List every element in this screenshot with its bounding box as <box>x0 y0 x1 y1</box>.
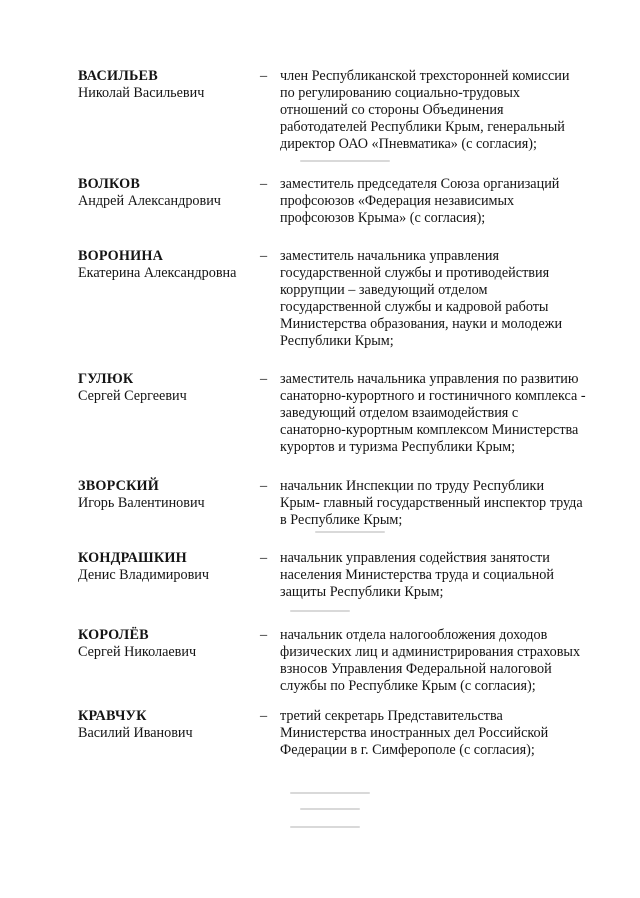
member-position-description <box>280 248 620 350</box>
member-surname: КОНДРАШКИН <box>78 550 187 566</box>
member-position-description <box>280 627 620 695</box>
member-name-block <box>78 708 268 742</box>
member-surname: КРАВЧУК <box>78 708 147 724</box>
description-line: санаторно-курортным комплексом Министерства <box>280 422 579 438</box>
member-position-description <box>280 68 620 153</box>
scan-artifact <box>315 531 385 533</box>
description-line: профсоюзов «Федерация независимых <box>280 193 515 209</box>
description-line: по регулированию социально-трудовых <box>280 85 520 101</box>
description-line: Федерации в г. Симферополе (с согласия); <box>280 742 535 758</box>
description-line: профсоюзов Крыма» (с согласия); <box>280 210 486 226</box>
description-line: коррупции – заведующий отделом <box>280 282 488 298</box>
separator-dash: – <box>260 176 268 192</box>
member-surname: ВОЛКОВ <box>78 176 140 192</box>
description-line: Крым- главный государственный инспектор труда <box>280 495 583 511</box>
description-line: заместитель председателя Союза организаций <box>280 176 560 192</box>
description-line: курортов и туризма Республики Крым; <box>280 439 516 455</box>
member-name-block <box>78 248 268 282</box>
separator-dash: – <box>260 478 268 494</box>
description-line: защиты Республики Крым; <box>280 584 444 600</box>
member-name-block <box>78 371 268 405</box>
member-given-name: Николай Васильевич <box>78 85 205 101</box>
description-line: населения Министерства труда и социальной <box>280 567 554 583</box>
member-given-name: Андрей Александрович <box>78 193 221 209</box>
separator-dash: – <box>260 248 268 264</box>
separator-dash: – <box>260 371 268 387</box>
description-line: службы по Республике Крым (с согласия); <box>280 678 536 694</box>
member-given-name: Денис Владимирович <box>78 567 210 583</box>
member-name-block <box>78 68 268 102</box>
description-line: третий секретарь Представительства <box>280 708 503 724</box>
description-line: заместитель начальника управления по развитию <box>280 371 579 387</box>
separator-dash: – <box>260 550 268 566</box>
scan-artifact <box>300 808 360 810</box>
description-line: государственной службы и противодействия <box>280 265 550 281</box>
description-line: взносов Управления Федеральной налоговой <box>280 661 552 677</box>
member-position-description <box>280 708 620 759</box>
member-surname: ВАСИЛЬЕВ <box>78 68 158 84</box>
member-position-description <box>280 371 620 456</box>
description-line: заведующий отделом взаимодействия с <box>280 405 519 421</box>
member-given-name: Василий Иванович <box>78 725 193 741</box>
description-line: работодателей Республики Крым, генеральный <box>280 119 565 135</box>
member-given-name: Сергей Сергеевич <box>78 388 187 404</box>
description-line: член Республиканской трехсторонней комиссии <box>280 68 570 84</box>
separator-dash: – <box>260 68 268 84</box>
scan-artifact <box>290 826 360 828</box>
member-surname: ВОРОНИНА <box>78 248 164 264</box>
member-position-description <box>280 550 620 601</box>
description-line: Министерства образования, науки и молодежи <box>280 316 563 332</box>
member-position-description <box>280 176 620 227</box>
description-line: санаторно-курортного и гостиничного комплекса - <box>280 388 586 404</box>
description-line: Республики Крым; <box>280 333 394 349</box>
description-line: государственной службы и кадровой работы <box>280 299 549 315</box>
description-line: начальник Инспекции по труду Республики <box>280 478 545 494</box>
description-line: Министерства иностранных дел Российской <box>280 725 549 741</box>
scan-artifact <box>300 160 390 162</box>
member-name-block <box>78 176 268 210</box>
description-line: директор ОАО «Пневматика» (с согласия); <box>280 136 537 152</box>
description-line: отношений со стороны Объединения <box>280 102 504 118</box>
description-line: в Республике Крым; <box>280 512 403 528</box>
member-name-block <box>78 478 268 512</box>
member-given-name: Сергей Николаевич <box>78 644 197 660</box>
member-name-block <box>78 550 268 584</box>
member-surname: ГУЛЮК <box>78 371 134 387</box>
separator-dash: – <box>260 708 268 724</box>
member-position-description <box>280 478 620 529</box>
separator-dash: – <box>260 627 268 643</box>
description-line: физических лиц и администрирования страховых <box>280 644 581 660</box>
member-given-name: Екатерина Александровна <box>78 265 237 281</box>
description-line: начальник управления содействия занятости <box>280 550 550 566</box>
member-surname: ЗВОРСКИЙ <box>78 478 160 494</box>
member-surname: КОРОЛЁВ <box>78 627 149 643</box>
member-given-name: Игорь Валентинович <box>78 495 205 511</box>
scan-artifact <box>290 792 370 794</box>
member-name-block <box>78 627 268 661</box>
description-line: начальник отдела налогообложения доходов <box>280 627 548 643</box>
scan-artifact <box>290 610 350 612</box>
description-line: заместитель начальника управления <box>280 248 500 264</box>
